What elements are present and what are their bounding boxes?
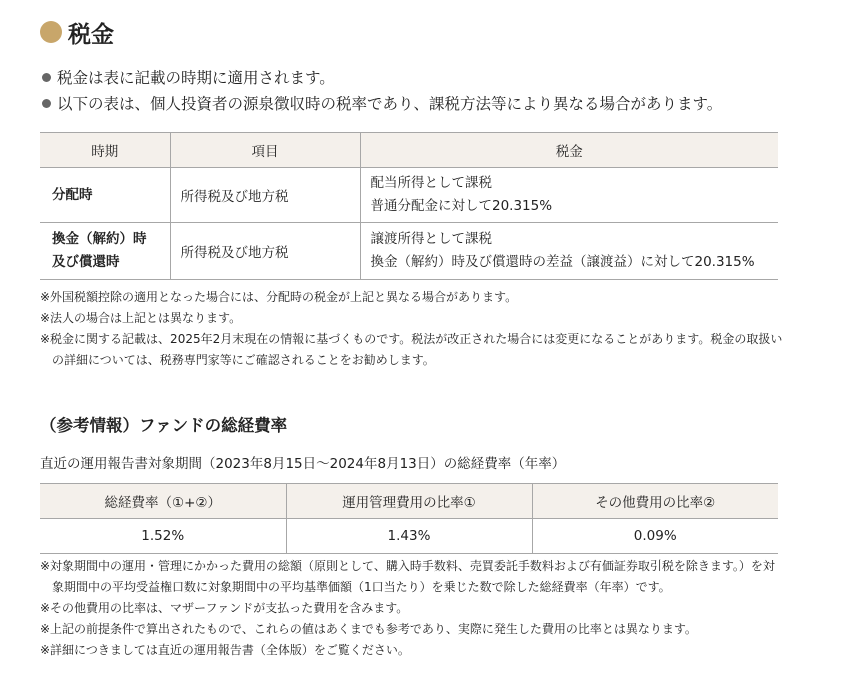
bullet-text: 税金は表に記載の時期に適用されます。 <box>57 69 335 87</box>
note: ※詳細につきましては直近の運用報告書（全体版）をご覧ください。 <box>40 643 410 657</box>
tax-notes <box>40 287 784 371</box>
tax-cell: 譲渡所得として課税 換金（解約）時及び償還時の差益（譲渡益）に対して20.315% <box>360 223 778 280</box>
bullet-list <box>42 64 832 116</box>
column-header: 税金 <box>360 133 778 168</box>
column-header: その他費用の比率② <box>532 484 778 519</box>
value-cell: 0.09% <box>532 519 778 554</box>
table-row <box>40 168 778 223</box>
note: ※法人の場合は上記とは異なります。 <box>40 311 242 325</box>
table-header-row <box>40 484 778 519</box>
bullet-item <box>42 90 832 116</box>
column-header: 運用管理費用の比率① <box>286 484 532 519</box>
item-cell: 所得税及び地方税 <box>170 168 360 223</box>
note: ※上記の前提条件で算出されたもので、これらの値はあくまでも参考であり、実際に発生した費用の比率とは異なります。 <box>40 622 697 636</box>
tax-table <box>40 132 778 280</box>
bullet-item <box>42 64 832 90</box>
expense-table <box>40 483 778 554</box>
value-cell: 1.43% <box>286 519 532 554</box>
section-header <box>40 16 114 48</box>
table-header-row <box>40 133 778 168</box>
note: ※その他費用の比率は、マザーファンドが支払った費用を含みます。 <box>40 601 409 615</box>
column-header: 時期 <box>40 133 170 168</box>
note: ※外国税額控除の適用となった場合には、分配時の税金が上記と異なる場合があります。 <box>40 290 518 304</box>
note: ※対象期間中の運用・管理にかかった費用の総額（原則として、購入時手数料、売買委託手数料および有価証券取引税を除きます。）を対象期間中の平均受益権口数に対象期間中の平均基準価額（1口当たり）を乗じた数で除した総経費率（年率）です。 <box>40 559 775 594</box>
expense-notes <box>40 556 784 661</box>
expense-period: 直近の運用報告書対象期間（2023年8月15日～2024年8月13日）の総経費率（年率） <box>40 456 566 472</box>
column-header: 項目 <box>170 133 360 168</box>
note: ※税金に関する記載は、2025年2月末現在の情報に基づくものです。税法が改正された場合には変更になることがあります。税金の取扱いの詳細については、税務専門家等にご確認されることをお勧めします。 <box>40 332 783 367</box>
bullet-dot-icon <box>42 73 51 82</box>
period-cell: 換金（解約）時 及び償還時 <box>40 223 170 280</box>
expense-title: （参考情報）ファンドの総経費率 <box>40 416 288 435</box>
bullet-text: 以下の表は、個人投資者の源泉徴収時の税率であり、課税方法等により異なる場合があります。 <box>57 95 723 113</box>
section-title: 税金 <box>68 21 114 48</box>
table-row <box>40 223 778 280</box>
tax-cell: 配当所得として課税 普通分配金に対して20.315% <box>360 168 778 223</box>
period-cell: 分配時 <box>40 168 170 223</box>
bullet-dot-icon <box>42 99 51 108</box>
item-cell: 所得税及び地方税 <box>170 223 360 280</box>
table-row <box>40 519 778 554</box>
value-cell: 1.52% <box>40 519 286 554</box>
column-header: 総経費率（①+②） <box>40 484 286 519</box>
circle-bullet-icon <box>40 21 62 43</box>
